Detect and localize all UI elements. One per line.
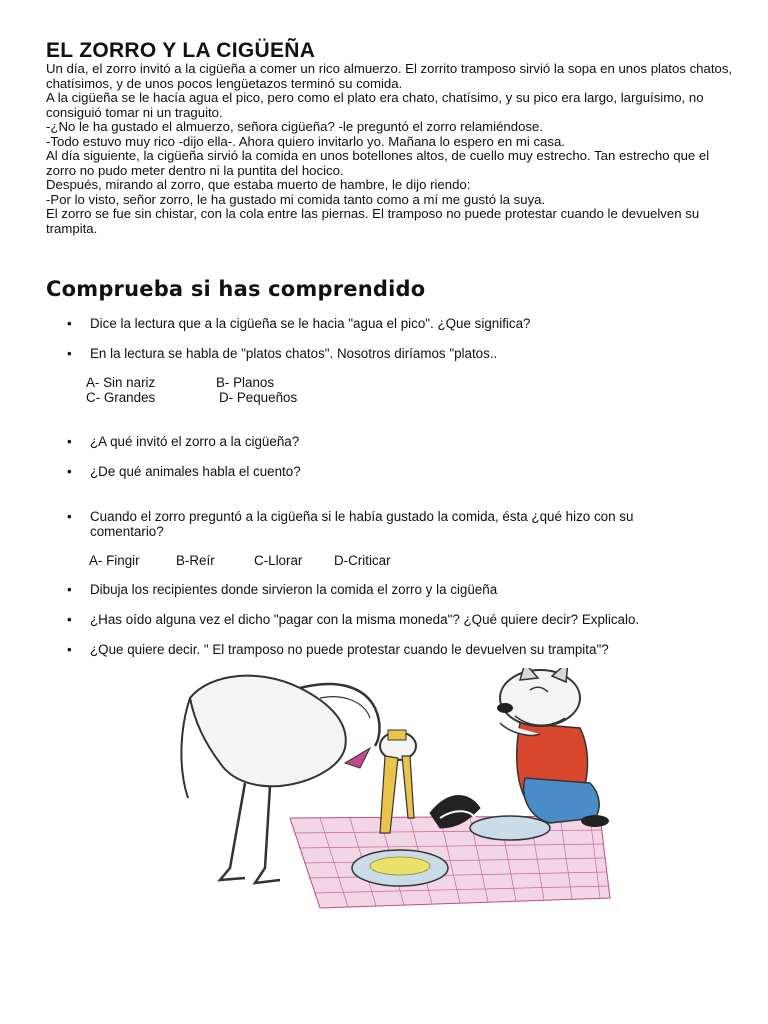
page-title: EL ZORRO Y LA CIGÜEÑA [46,39,316,62]
fox-icon [430,668,609,828]
section-title: Comprueba si has comprendido [46,277,426,301]
question-text: Dibuja los recipientes donde sirvieron la comida el zorro y la cigüeña [90,582,498,597]
tablecloth [290,816,610,908]
option-a: A- Fingir [89,553,140,568]
option-d: D-Criticar [334,553,391,568]
plate-icon [352,850,448,886]
story-paragraph: -Todo estuvo muy rico -dijo ella-. Ahora quiero invitarlo yo. Mañana lo espero en mi casa. [46,133,565,149]
story-paragraph: El zorro se fue sin chistar, con la cola entre las piernas. El tramposo no puede protestar cuando le devuelven su trampita. [46,206,700,237]
question-text: Dice la lectura que a la cigüeña se le hacia "agua el pico". ¿Que significa? [90,316,531,331]
story-paragraph: Un día, el zorro invitó a la cigüeña a comer un rico almuerzo. El zorrito tramposo sirvió la sopa en unos platos chatos, chatísimos, y de unos pocos lengüetazos terminó su comida. [46,61,733,91]
stork-and-fox-illustration [170,668,620,918]
bullet: • [67,464,72,479]
question-text: En la lectura se habla de "platos chatos". Nosotros diríamos "platos.. [90,346,498,361]
bullet: • [67,642,72,657]
question-text: ¿De qué animales habla el cuento? [90,464,301,479]
bullet: • [67,434,72,449]
plate-icon [470,816,550,840]
bullet: • [67,612,72,627]
bullet: • [67,582,72,597]
option-c: C- Grandes [86,390,156,405]
option-d: D- Pequeños [219,390,298,405]
question-text: ¿Que quiere decir. " El tramposo no puede protestar cuando le devuelven su trampita"? [90,642,609,657]
option-b: B- Planos [216,375,275,390]
story-paragraph: Después, mirando al zorro, que estaba muerto de hambre, le dijo riendo: [46,177,471,193]
story-text [46,62,736,237]
option-c: C-Llorar [254,553,303,568]
bullet: • [67,509,72,524]
option-b: B-Reír [176,553,215,568]
story-paragraph: Al día siguiente, la cigüeña sirvió la comida en unos botellones altos, de cuello muy estrecho. Tan estrecho que el zorro no pudo meter dentro ni la puntita del hocico. [46,148,710,178]
story-paragraph: -Por lo visto, señor zorro, le ha gustado mi comida tanto como a mí me gustó la suya. [46,191,546,207]
question-text: ¿A qué invitó el zorro a la cigüeña? [90,434,300,449]
option-a: A- Sin nariz [86,375,156,390]
bullet: • [67,316,72,331]
story-paragraph: -¿No le ha gustado el almuerzo, señora cigüeña? -le preguntó el zorro relamiéndose. [46,119,544,135]
question-text: Cuando el zorro preguntó a la cigüeña si le había gustado la comida, ésta ¿qué hizo con su comentario? [90,509,634,539]
question-text: ¿Has oído alguna vez el dicho "pagar con la misma moneda"? ¿Qué quiere decir? Explicalo. [90,612,640,627]
story-paragraph: A la cigüeña se le hacía agua el pico, pero como el plato era chato, chatísimo, y su pico era largo, larguísimo, no consiguió tomar ni un traguito. [46,90,704,120]
bullet: • [67,346,72,361]
